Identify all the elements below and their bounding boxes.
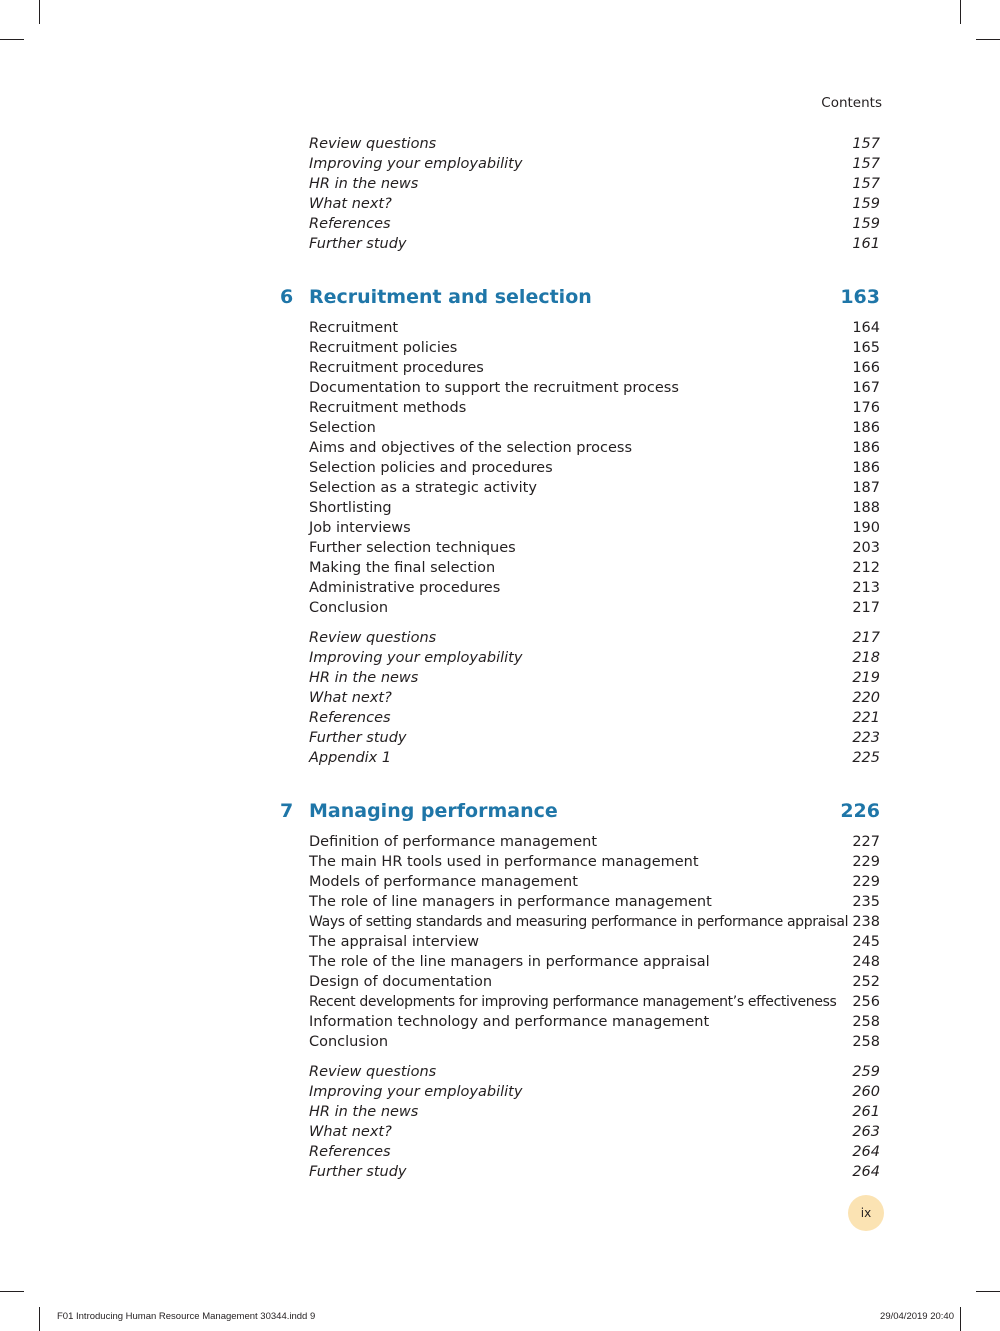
toc-entry-label: References bbox=[309, 216, 391, 232]
toc-entry bbox=[309, 1142, 880, 1162]
toc-entry-label: Administrative procedures bbox=[309, 580, 501, 596]
chapter-number: 7 bbox=[280, 800, 294, 822]
toc-entry bbox=[309, 154, 880, 174]
toc-entry-page: 157 bbox=[852, 136, 880, 152]
toc-entry bbox=[309, 518, 880, 538]
toc-entry-label: Improving your employability bbox=[309, 1084, 523, 1100]
toc-entry-page: 261 bbox=[852, 1104, 880, 1120]
toc-entry bbox=[309, 578, 880, 598]
toc-entry bbox=[309, 318, 880, 338]
toc-entry-page: 159 bbox=[852, 196, 880, 212]
toc-entry-label: Review questions bbox=[309, 1064, 437, 1080]
toc-entry-page: 256 bbox=[852, 994, 880, 1010]
chapter-page: 163 bbox=[840, 286, 880, 308]
toc-entry-page: 220 bbox=[852, 690, 880, 706]
toc-entry-page: 225 bbox=[852, 750, 880, 766]
toc-entry-page: 218 bbox=[852, 650, 880, 666]
toc-entry-page: 229 bbox=[852, 854, 880, 870]
toc-entry-label: Ways of setting standards and measuring performance in performance appraisal bbox=[309, 914, 849, 930]
toc-entry bbox=[309, 598, 880, 618]
toc-entry bbox=[309, 628, 880, 648]
crop-mark bbox=[0, 39, 24, 40]
toc-entry-page: 252 bbox=[852, 974, 880, 990]
toc-entry-label: Selection policies and procedures bbox=[309, 460, 553, 476]
toc-entry bbox=[309, 708, 880, 728]
toc-entry bbox=[309, 478, 880, 498]
toc-entry bbox=[309, 648, 880, 668]
toc-entry-page: 187 bbox=[852, 480, 880, 496]
print-slug-date: 29/04/2019 20:40 bbox=[880, 1311, 954, 1322]
toc-entry bbox=[309, 1162, 880, 1182]
toc-entry-label: Conclusion bbox=[309, 600, 389, 616]
toc-entry bbox=[309, 214, 880, 234]
toc-entry-label: What next? bbox=[309, 690, 392, 706]
toc-entry-label: Definition of performance management bbox=[309, 834, 598, 850]
toc-entry-page: 157 bbox=[852, 156, 880, 172]
chapter-title: Managing performance bbox=[309, 800, 558, 822]
toc-entry-label: Further study bbox=[309, 1164, 407, 1180]
toc-entry-page: 161 bbox=[852, 236, 880, 252]
toc-entry-label: Review questions bbox=[309, 136, 437, 152]
toc-entry-label: Recent developments for improving performance management’s effectiveness bbox=[309, 994, 837, 1010]
toc-entry bbox=[309, 728, 880, 748]
toc-entry bbox=[309, 134, 880, 154]
toc-entry-page: 263 bbox=[852, 1124, 880, 1140]
toc-entry-page: 258 bbox=[852, 1034, 880, 1050]
toc-entry bbox=[309, 1062, 880, 1082]
toc-entry bbox=[309, 378, 880, 398]
toc-entry-label: Recruitment methods bbox=[309, 400, 467, 416]
toc-entry-label: Conclusion bbox=[309, 1034, 389, 1050]
toc-entry-page: 203 bbox=[852, 540, 880, 556]
toc-entry-label: Further study bbox=[309, 730, 407, 746]
toc-entry bbox=[309, 1102, 880, 1122]
chapter-number: 6 bbox=[280, 286, 294, 308]
toc-entry-page: 213 bbox=[852, 580, 880, 596]
crop-mark bbox=[960, 0, 961, 24]
toc-entry-label: Further study bbox=[309, 236, 407, 252]
toc-entry-page: 186 bbox=[852, 420, 880, 436]
toc-entry-page: 217 bbox=[852, 630, 880, 646]
toc-entry-page: 165 bbox=[852, 340, 880, 356]
toc-entry bbox=[309, 852, 880, 872]
chapter-heading bbox=[280, 283, 880, 311]
toc-entry-page: 238 bbox=[852, 914, 880, 930]
toc-entry-label: Recruitment bbox=[309, 320, 399, 336]
toc-entry-label: The role of the line managers in performance appraisal bbox=[309, 954, 710, 970]
toc-entry-label: Models of performance management bbox=[309, 874, 578, 890]
toc-entry-label: Job interviews bbox=[309, 520, 411, 536]
toc-entry bbox=[309, 1082, 880, 1102]
toc-entry-page: 227 bbox=[852, 834, 880, 850]
toc-entry-page: 248 bbox=[852, 954, 880, 970]
toc-entry-label: Making the final selection bbox=[309, 560, 496, 576]
toc-entry bbox=[309, 992, 880, 1012]
toc-entry bbox=[309, 952, 880, 972]
crop-mark bbox=[976, 39, 1000, 40]
toc-entry bbox=[309, 912, 880, 932]
toc-entry-label: Improving your employability bbox=[309, 650, 523, 666]
toc-entry bbox=[309, 174, 880, 194]
toc-entry-label: HR in the news bbox=[309, 670, 419, 686]
toc-entry-page: 259 bbox=[852, 1064, 880, 1080]
toc-entry bbox=[309, 398, 880, 418]
toc-entry bbox=[309, 498, 880, 518]
toc-entry bbox=[309, 748, 880, 768]
toc-entry-label: Recruitment procedures bbox=[309, 360, 484, 376]
toc-entry-label: HR in the news bbox=[309, 1104, 419, 1120]
toc-entry-label: Aims and objectives of the selection process bbox=[309, 440, 632, 456]
toc-entry-page: 212 bbox=[852, 560, 880, 576]
toc-entry bbox=[309, 972, 880, 992]
toc-entry bbox=[309, 872, 880, 892]
toc-entry-label: Improving your employability bbox=[309, 156, 523, 172]
toc-entry-page: 221 bbox=[852, 710, 880, 726]
toc-entry-page: 190 bbox=[852, 520, 880, 536]
toc-entry bbox=[309, 832, 880, 852]
toc-entry-label: HR in the news bbox=[309, 176, 419, 192]
toc-entry-page: 186 bbox=[852, 460, 880, 476]
toc-entry-label: Selection as a strategic activity bbox=[309, 480, 537, 496]
toc-entry-page: 260 bbox=[852, 1084, 880, 1100]
toc-entry-label: Documentation to support the recruitment process bbox=[309, 380, 679, 396]
toc-entry-page: 235 bbox=[852, 894, 880, 910]
toc-entry bbox=[309, 1012, 880, 1032]
toc-entry-label: Shortlisting bbox=[309, 500, 392, 516]
toc-entry-label: Review questions bbox=[309, 630, 437, 646]
toc-entry-page: 157 bbox=[852, 176, 880, 192]
toc-entry-page: 264 bbox=[852, 1164, 880, 1180]
crop-mark bbox=[39, 0, 40, 24]
toc-entry-page: 258 bbox=[852, 1014, 880, 1030]
toc-entry bbox=[309, 438, 880, 458]
toc-entry-label: Appendix 1 bbox=[309, 750, 392, 766]
toc-entry-label: Selection bbox=[309, 420, 376, 436]
toc-entry-label: The role of line managers in performance management bbox=[309, 894, 712, 910]
running-head: Contents bbox=[821, 95, 882, 111]
toc-entry-label: What next? bbox=[309, 1124, 392, 1140]
toc-entry bbox=[309, 458, 880, 478]
toc-entry-page: 245 bbox=[852, 934, 880, 950]
toc-entry bbox=[309, 892, 880, 912]
toc-entry-page: 264 bbox=[852, 1144, 880, 1160]
toc-entry bbox=[309, 1122, 880, 1142]
toc-entry-label: References bbox=[309, 710, 391, 726]
crop-mark bbox=[0, 1291, 24, 1292]
chapter-title: Recruitment and selection bbox=[309, 286, 592, 308]
toc-entry bbox=[309, 688, 880, 708]
toc-entry bbox=[309, 418, 880, 438]
toc-entry-label: Design of documentation bbox=[309, 974, 493, 990]
toc-entry-page: 186 bbox=[852, 440, 880, 456]
crop-mark bbox=[960, 1307, 961, 1331]
print-slug-file: F01 Introducing Human Resource Management 30344.indd 9 bbox=[57, 1311, 316, 1322]
toc-entry-page: 159 bbox=[852, 216, 880, 232]
toc-entry-page: 166 bbox=[852, 360, 880, 376]
toc-entry bbox=[309, 558, 880, 578]
toc-entry-page: 219 bbox=[852, 670, 880, 686]
toc-entry bbox=[309, 1032, 880, 1052]
toc-entry bbox=[309, 358, 880, 378]
toc-entry-page: 167 bbox=[852, 380, 880, 396]
toc-entry-label: References bbox=[309, 1144, 391, 1160]
toc-entry-page: 223 bbox=[852, 730, 880, 746]
chapter-heading bbox=[280, 797, 880, 825]
toc-entry bbox=[309, 234, 880, 254]
page-number-badge: ix bbox=[848, 1195, 884, 1231]
toc-entry-label: Information technology and performance management bbox=[309, 1014, 710, 1030]
toc-entry-label: The main HR tools used in performance management bbox=[309, 854, 699, 870]
toc-entry bbox=[309, 338, 880, 358]
toc-entry-label: Further selection techniques bbox=[309, 540, 516, 556]
toc-entry-page: 164 bbox=[852, 320, 880, 336]
toc-entry-page: 176 bbox=[852, 400, 880, 416]
toc-entry bbox=[309, 538, 880, 558]
toc-entry-page: 217 bbox=[852, 600, 880, 616]
crop-mark bbox=[39, 1307, 40, 1331]
toc-entry bbox=[309, 194, 880, 214]
toc-entry-label: Recruitment policies bbox=[309, 340, 458, 356]
toc-entry-label: What next? bbox=[309, 196, 392, 212]
chapter-page: 226 bbox=[840, 800, 880, 822]
crop-mark bbox=[976, 1291, 1000, 1292]
toc-entry bbox=[309, 932, 880, 952]
toc-entry-page: 188 bbox=[852, 500, 880, 516]
toc-entry bbox=[309, 668, 880, 688]
toc-entry-page: 229 bbox=[852, 874, 880, 890]
toc-entry-label: The appraisal interview bbox=[309, 934, 479, 950]
